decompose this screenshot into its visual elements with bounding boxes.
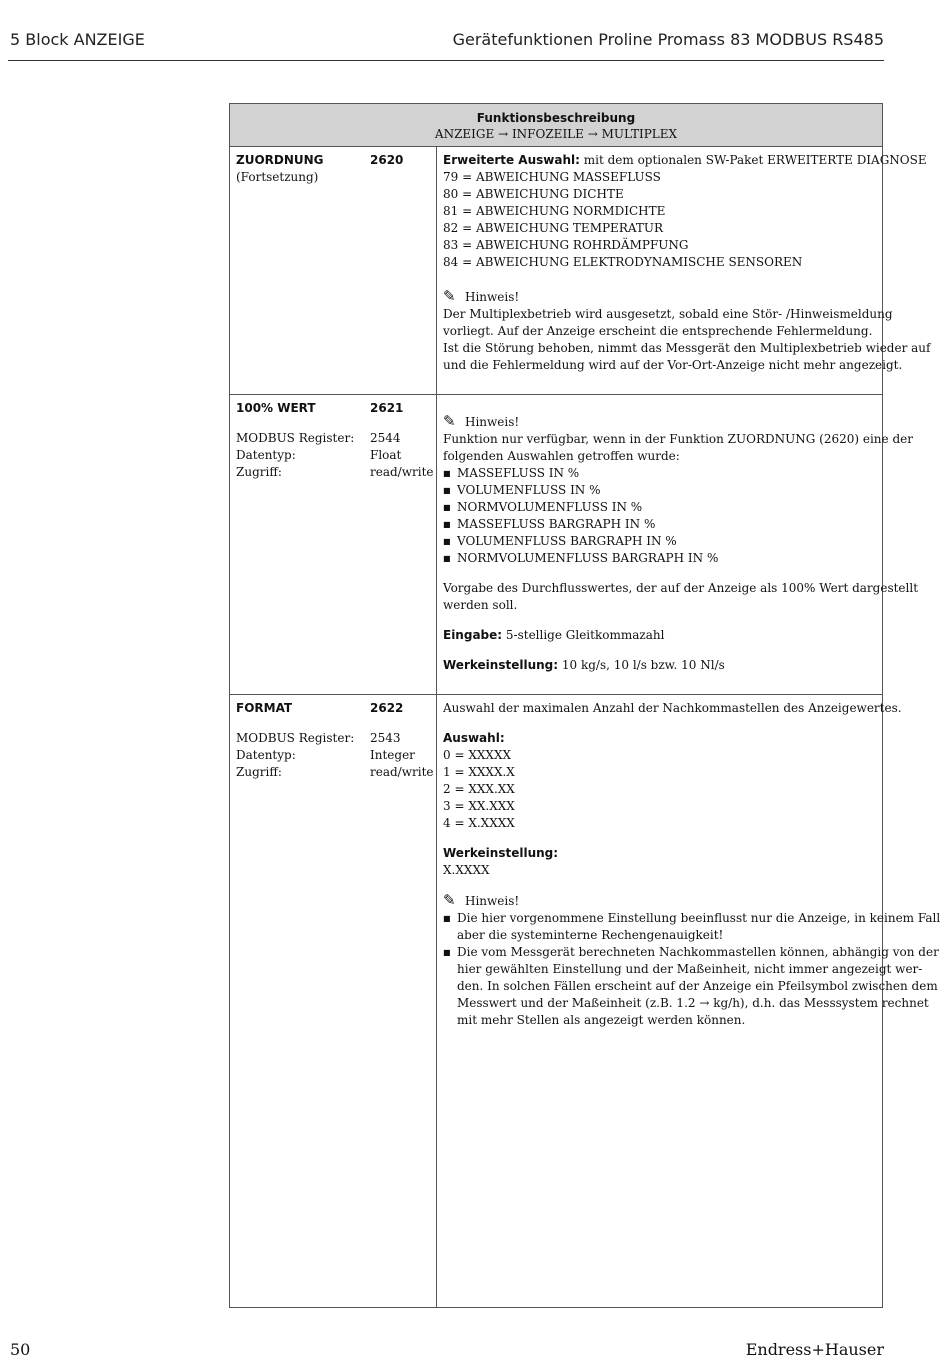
function-number: 2622 xyxy=(370,701,404,715)
access-value: read/write xyxy=(370,765,434,779)
input-label: Eingabe: xyxy=(443,628,503,642)
note-text: den. In solchen Fällen erscheint auf der Anzeige ein Pfeilsymbol zwischen dem xyxy=(457,979,938,993)
function-name: ZUORDNUNG xyxy=(236,153,324,167)
column-divider xyxy=(436,147,437,1307)
data-type-value: Integer xyxy=(370,748,415,762)
row-divider xyxy=(230,694,882,695)
note-text: ■ Die hier vorgenommene Einstellung beeinflusst nur die Anzeige, in keinem Fall xyxy=(457,911,941,925)
note-text: mit mehr Stellen als angezeigt werden können. xyxy=(457,1013,746,1027)
choice-label: Auswahl: xyxy=(443,731,505,745)
row-100-wert-content xyxy=(443,412,919,674)
note-text: Funktion nur verfügbar, wenn in der Funktion ZUORDNUNG (2620) eine der xyxy=(443,432,913,446)
function-table xyxy=(229,103,941,1308)
choice-item: 1 = XXXX.X xyxy=(443,765,515,779)
note-title: Hinweis! xyxy=(465,415,520,429)
row-zuordnung-content xyxy=(443,152,931,374)
choice-item: 0 = XXXXX xyxy=(443,748,512,762)
header-document-title: Gerätefunktionen Proline Promass 83 MODBUS RS485 xyxy=(452,30,884,49)
intro-text: mit dem optionalen SW-Paket ERWEITERTE DIAGNOSE xyxy=(579,153,927,167)
table-header xyxy=(230,104,882,147)
note-text: vorliegt. Auf der Anzeige erscheint die entsprechende Fehlermeldung. xyxy=(443,324,873,338)
pencil-icon: ✎ xyxy=(443,287,456,305)
list-item: ■ MASSEFLUSS BARGRAPH IN % xyxy=(443,516,878,533)
function-number: 2620 xyxy=(370,153,404,167)
note-title: Hinweis! xyxy=(465,290,520,304)
function-name: 100% WERT xyxy=(236,401,316,415)
note-text: ■ Die vom Messgerät berechneten Nachkommastellen können, abhängig von der xyxy=(457,945,939,959)
row-100-wert-label xyxy=(236,400,434,481)
intro-label: Erweiterte Auswahl: xyxy=(443,153,580,167)
table-menu-path: ANZEIGE → INFOZEILE → MULTIPLEX xyxy=(434,127,678,141)
list-item xyxy=(443,910,941,944)
access-value: read/write xyxy=(370,465,434,479)
description-text: Auswahl der maximalen Anzahl der Nachkommastellen des Anzeigewertes. xyxy=(443,701,902,715)
data-type-label: Datentyp: xyxy=(236,748,296,762)
note-text: Ist die Störung behoben, nimmt das Messgerät den Multiplexbetrieb wieder auf xyxy=(443,341,931,355)
data-type-label: Datentyp: xyxy=(236,448,296,462)
choice-item: 2 = XXX.XX xyxy=(443,782,515,796)
page-number: 50 xyxy=(10,1340,31,1359)
list-item xyxy=(443,944,939,1029)
row-zuordnung-label xyxy=(236,152,431,186)
modbus-register-label: MODBUS Register: xyxy=(236,731,355,745)
choice-item: 4 = X.XXXX xyxy=(443,816,515,830)
list-item: ■ VOLUMENFLUSS BARGRAPH IN % xyxy=(443,533,878,550)
option-item: 83 = ABWEICHUNG ROHRDÄMPFUNG xyxy=(443,238,689,252)
description-text: Vorgabe des Durchflusswertes, der auf der Anzeige als 100% Wert dargestellt xyxy=(443,581,919,595)
description-text: werden soll. xyxy=(443,598,518,612)
pencil-icon: ✎ xyxy=(443,891,456,909)
modbus-register-value: 2544 xyxy=(370,431,401,445)
access-label: Zugriff: xyxy=(236,465,282,479)
pencil-icon: ✎ xyxy=(443,412,456,430)
default-value: X.XXXX xyxy=(443,863,490,877)
list-item: ■ MASSEFLUSS IN % xyxy=(443,465,878,482)
note-text: aber die systeminterne Rechengenauigkeit! xyxy=(457,928,724,942)
note-text: und die Fehlermeldung wird auf der Vor-Ort-Anzeige nicht mehr angezeigt. xyxy=(443,358,903,372)
row-format-label xyxy=(236,700,434,781)
choice-item: 3 = XX.XXX xyxy=(443,799,515,813)
default-text: 10 kg/s, 10 l/s bzw. 10 Nl/s xyxy=(558,658,725,672)
option-item: 82 = ABWEICHUNG TEMPERATUR xyxy=(443,221,664,235)
option-item: 79 = ABWEICHUNG MASSEFLUSS xyxy=(443,170,661,184)
function-name: FORMAT xyxy=(236,701,293,715)
access-label: Zugriff: xyxy=(236,765,282,779)
continuation-note: (Fortsetzung) xyxy=(236,170,319,184)
table-heading: Funktionsbeschreibung xyxy=(476,111,636,125)
note-text: Der Multiplexbetrieb wird ausgesetzt, sobald eine Stör- /Hinweismeldung xyxy=(443,307,893,321)
default-label: Werkeinstellung: xyxy=(443,846,559,860)
list-item: ■ VOLUMENFLUSS IN % xyxy=(443,482,878,499)
modbus-register-label: MODBUS Register: xyxy=(236,431,355,445)
note-text: hier gewählten Einstellung und der Maßeinheit, nicht immer angezeigt wer- xyxy=(457,962,923,976)
list-item: ■ NORMVOLUMENFLUSS IN % xyxy=(443,499,878,516)
input-text: 5-stellige Gleitkommazahl xyxy=(502,628,665,642)
note-text: folgenden Auswahlen getroffen wurde: xyxy=(443,449,680,463)
header-section-title: 5 Block ANZEIGE xyxy=(10,30,145,49)
brand-logo: Endress+Hauser xyxy=(745,1340,884,1359)
header-rule xyxy=(8,60,884,61)
note-text: Messwert und der Maßeinheit (z.B. 1.2 → kg/h), d.h. das Messsystem rechnet xyxy=(457,996,929,1010)
row-divider xyxy=(230,394,882,395)
option-item: 81 = ABWEICHUNG NORMDICHTE xyxy=(443,204,666,218)
function-number: 2621 xyxy=(370,401,404,415)
option-item: 80 = ABWEICHUNG DICHTE xyxy=(443,187,624,201)
selection-list xyxy=(443,465,878,567)
data-type-value: Float xyxy=(370,448,402,462)
list-item: ■ NORMVOLUMENFLUSS BARGRAPH IN % xyxy=(443,550,878,567)
default-label: Werkeinstellung: xyxy=(443,658,559,672)
note-list xyxy=(443,910,941,1029)
row-format-content xyxy=(443,700,941,1029)
note-title: Hinweis! xyxy=(465,894,520,908)
modbus-register-value: 2543 xyxy=(370,731,401,745)
option-item: 84 = ABWEICHUNG ELEKTRODYNAMISCHE SENSOREN xyxy=(443,255,803,269)
